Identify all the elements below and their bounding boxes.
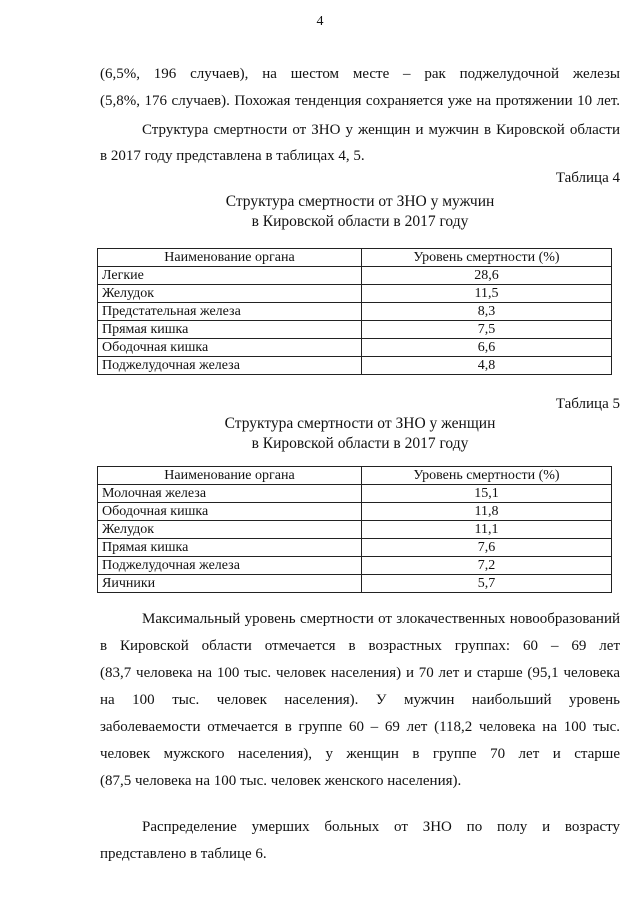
table4-organ-cell: Предстательная железа: [98, 303, 362, 321]
intro-line-1: (6,5%, 196 случаев), на шестом месте – рак поджелудочной железы: [100, 66, 620, 82]
table-row: [98, 539, 612, 557]
table5-organ-cell: Молочная железа: [98, 485, 362, 503]
table-row: [98, 285, 612, 303]
mortality-line-3: (83,7 человека на 100 тыс. человек населения) и 70 лет и старше (95,1 человека: [100, 665, 620, 681]
table5-header-organ: Наименование органа: [98, 467, 362, 485]
table-row: [98, 503, 612, 521]
table4-caption-line1: Структура смертности от ЗНО у мужчин: [225, 193, 495, 210]
table4-value-cell: 11,5: [362, 285, 612, 303]
table4-header-rate: Уровень смертности (%): [362, 249, 612, 267]
table5-organ-cell: Поджелудочная железа: [98, 557, 362, 575]
mortality-line-2: в Кировской области отмечается в возрастных группах: 60 – 69 лет: [100, 638, 620, 654]
mortality-line-6: человек мужского населения), у женщин в группе 70 лет и старше: [100, 746, 620, 762]
table-row: [98, 575, 612, 593]
mortality-line-7: (87,5 человека на 100 тыс. человек женского населения).: [100, 773, 462, 789]
distribution-line-1: Распределение умерших больных от ЗНО по полу и возрасту: [142, 819, 620, 835]
table5-value-cell: 15,1: [362, 485, 612, 503]
page-number: 4: [316, 14, 324, 29]
table4-organ-cell: Легкие: [98, 267, 362, 285]
table5-caption-line1: Структура смертности от ЗНО у женщин: [224, 415, 496, 432]
table4-value-cell: 4,8: [362, 357, 612, 375]
table-row: [98, 303, 612, 321]
table-row: [98, 267, 612, 285]
table-row: [98, 321, 612, 339]
table5-header-rate: Уровень смертности (%): [362, 467, 612, 485]
table5-value-cell: 11,1: [362, 521, 612, 539]
structure-line-2: в 2017 году представлена в таблицах 4, 5.: [100, 148, 365, 164]
table-row: [98, 339, 612, 357]
table4-value-cell: 8,3: [362, 303, 612, 321]
distribution-line-2: представлено в таблице 6.: [100, 846, 267, 862]
table-row: [98, 357, 612, 375]
table5-caption-line2: в Кировской области в 2017 году: [251, 435, 469, 452]
table4-organ-cell: Ободочная кишка: [98, 339, 362, 357]
table5-header-row: [98, 467, 612, 485]
table4-value-cell: 28,6: [362, 267, 612, 285]
intro-line-2: (5,8%, 176 случаев). Похожая тенденция сохраняется уже на протяжении 10 лет.: [100, 93, 620, 109]
table5-organ-cell: Желудок: [98, 521, 362, 539]
table4-value-cell: 6,6: [362, 339, 612, 357]
table5-organ-cell: Прямая кишка: [98, 539, 362, 557]
table4-label: Таблица 4: [555, 170, 620, 186]
table5-value-cell: 11,8: [362, 503, 612, 521]
table5-value-cell: 5,7: [362, 575, 612, 593]
table4-caption-line2: в Кировской области в 2017 году: [251, 213, 469, 230]
table5-value-cell: 7,6: [362, 539, 612, 557]
table4-organ-cell: Прямая кишка: [98, 321, 362, 339]
structure-line-1: Структура смертности от ЗНО у женщин и мужчин в Кировской области: [142, 122, 620, 138]
table5: [97, 466, 612, 593]
table4-value-cell: 7,5: [362, 321, 612, 339]
table4-header-row: [98, 249, 612, 267]
table-row: [98, 485, 612, 503]
table5-organ-cell: Ободочная кишка: [98, 503, 362, 521]
table4-organ-cell: Поджелудочная железа: [98, 357, 362, 375]
mortality-line-5: заболеваемости отмечается в группе 60 – 69 лет (118,2 человека на 100 тыс.: [100, 719, 620, 735]
table5-value-cell: 7,2: [362, 557, 612, 575]
mortality-line-4: на 100 тыс. человек населения). У мужчин наибольший уровень: [100, 692, 620, 708]
table4-header-organ: Наименование органа: [98, 249, 362, 267]
table-row: [98, 557, 612, 575]
table5-label: Таблица 5: [555, 396, 620, 412]
table-row: [98, 521, 612, 539]
mortality-line-1: Максимальный уровень смертности от злокачественных новообразований: [142, 611, 620, 627]
table4-organ-cell: Желудок: [98, 285, 362, 303]
table5-organ-cell: Яичники: [98, 575, 362, 593]
table4: [97, 248, 612, 375]
